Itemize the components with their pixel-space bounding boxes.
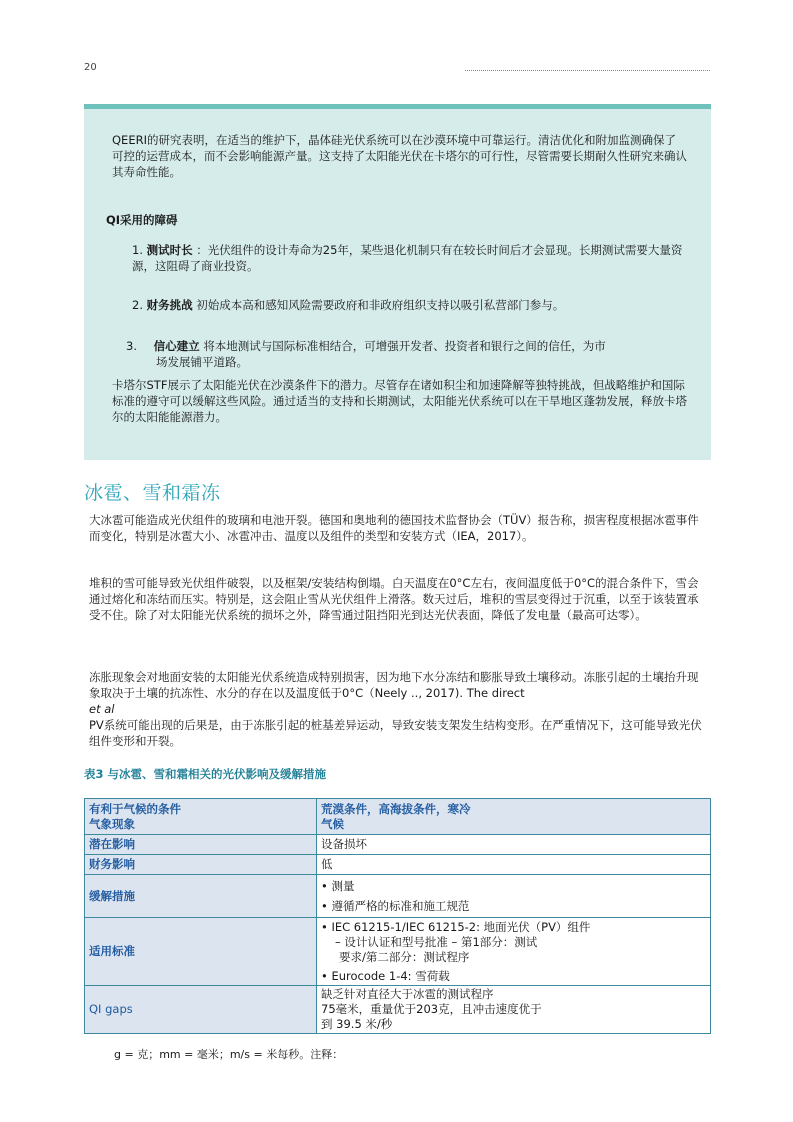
row-value: • 测量 • 遵循严格的标准和施工规范 bbox=[317, 875, 711, 918]
paragraph-snow: 堆积的雪可能导致光伏组件破裂，以及框架/安装结构倒塌。白天温度在0°C左右，夜间温度低于0°C的混合条件下，雪会通过熔化和冻结而压实。特别是，这会阻止雪从光伏组件上滑落。数天过后，堆积的雪层变得过于沉重，以至于该装置承受不住。除了对太阳能光伏系统的损坏之外，降雪通过阻挡阳光到达光伏表面，降低了发电量（最高可达零）。 bbox=[89, 576, 699, 622]
paragraph-frost bbox=[89, 669, 706, 749]
table-row bbox=[85, 855, 711, 875]
row-key: QI gaps bbox=[85, 986, 317, 1034]
impact-mitigation-table bbox=[84, 798, 711, 1034]
barrier-text: 初始成本高和感知风险需要政府和非政府组织支持以吸引私营部门参与。 bbox=[196, 298, 565, 312]
paragraph-frost-etal: et al bbox=[89, 702, 115, 716]
paragraph-frost-part-b: PV系统可能出现的后果是，由于冻胀引起的桩基差异运动，导致安装支架发生结构变形。在严重情况下，这可能导致光伏组件变形和开裂。 bbox=[89, 718, 702, 748]
table-caption: 表3 与冰雹、雪和霜相关的光伏影响及缓解措施 bbox=[84, 767, 327, 781]
barrier-title: 信心建立 bbox=[153, 339, 200, 353]
barrier-text-continued: 场发展铺平道路。 bbox=[156, 355, 248, 369]
callout-intro: QEERI的研究表明，在适当的维护下，晶体硅光伏系统可以在沙漠环境中可靠运行。清洁优化和附加监测确保了可控的运营成本，而不会影响能源产量。这支持了太阳能光伏在卡塔尔的可行性，尽管需要长期耐久性研究来确认其寿命性能。 bbox=[112, 133, 687, 179]
barrier-title: 财务挑战 bbox=[146, 298, 193, 312]
paragraph-hail: 大冰雹可能造成光伏组件的玻璃和电池开裂。德国和奥地利的德国技术监督协会（TÜV）报告称，损害程度根据冰雹事件而变化，特别是冰雹大小、冰雹冲击、温度以及组件的类型和安装方式（IEA，2017）。 bbox=[89, 513, 699, 543]
barrier-item-3 bbox=[126, 338, 691, 370]
table-header-row bbox=[85, 799, 711, 835]
barrier-item-1 bbox=[132, 242, 692, 274]
row-key: 缓解措施 bbox=[85, 875, 317, 918]
barrier-number: 1. bbox=[132, 243, 143, 257]
table-footnote: g = 克；mm = 毫米；m/s = 米每秒。注释： bbox=[114, 1048, 344, 1061]
row-key: 财务影响 bbox=[85, 855, 317, 875]
table-row bbox=[85, 835, 711, 855]
qatar-case-study-box bbox=[84, 104, 711, 460]
table-header-value: 荒漠条件，高海拔条件，寒冷 气候 bbox=[317, 799, 711, 835]
barrier-number: 2. bbox=[132, 298, 143, 312]
header-dotted-rule bbox=[465, 70, 710, 71]
barrier-text: ：光伏组件的设计寿命为25年，某些退化机制只有在较长时间后才会显现。长期测试需要大量资源，这阻碍了商业投资。 bbox=[132, 243, 683, 273]
row-key: 适用标准 bbox=[85, 918, 317, 986]
table-header-key: 有利于气候的条件 气象现象 bbox=[85, 799, 317, 835]
barrier-text: 将本地测试与国际标准相结合，可增强开发者、投资者和银行之间的信任，为市 bbox=[203, 339, 606, 353]
barrier-number: 3. bbox=[126, 339, 137, 353]
table-row bbox=[85, 918, 711, 986]
paragraph-frost-part-a: 冻胀现象会对地面安装的太阳能光伏系统造成特别损害，因为地下水分冻结和膨胀导致土壤移动。冻胀引起的土壤抬升现象取决于土壤的抗冻性、水分的存在以及温度低于0°C（Neely .., 2017). The direct bbox=[89, 670, 699, 700]
row-value: 低 bbox=[317, 855, 711, 875]
table-row bbox=[85, 986, 711, 1034]
row-value: • IEC 61215-1/IEC 61215-2: 地面光伏（PV）组件 – 设计认证和型号批准 – 第1部分：测试 要求/第二部分：测试程序 • Eurocode 1-4: 雪荷载 bbox=[317, 918, 711, 986]
table-row bbox=[85, 875, 711, 918]
page-number: 20 bbox=[84, 62, 97, 73]
callout-conclusion: 卡塔尔STF展示了太阳能光伏在沙漠条件下的潜力。尽管存在诸如积尘和加速降解等独特挑战，但战略维护和国际标准的遵守可以缓解这些风险。通过适当的支持和长期测试，太阳能光伏系统可以在干旱地区蓬勃发展，释放卡塔尔的太阳能能源潜力。 bbox=[112, 378, 687, 424]
barrier-item-2 bbox=[132, 297, 692, 313]
row-key: 潜在影响 bbox=[85, 835, 317, 855]
barrier-title: 测试时长 bbox=[146, 243, 193, 257]
section-title: 冰雹、雪和霜冻 bbox=[84, 482, 221, 504]
row-value: 设备损坏 bbox=[317, 835, 711, 855]
callout-subheading: QI采用的障碍 bbox=[106, 213, 178, 227]
row-value: 缺乏针对直径大于冰雹的测试程序 75毫米，重量优于203克，且冲击速度优于 到 39.5 米/秒 bbox=[317, 986, 711, 1034]
